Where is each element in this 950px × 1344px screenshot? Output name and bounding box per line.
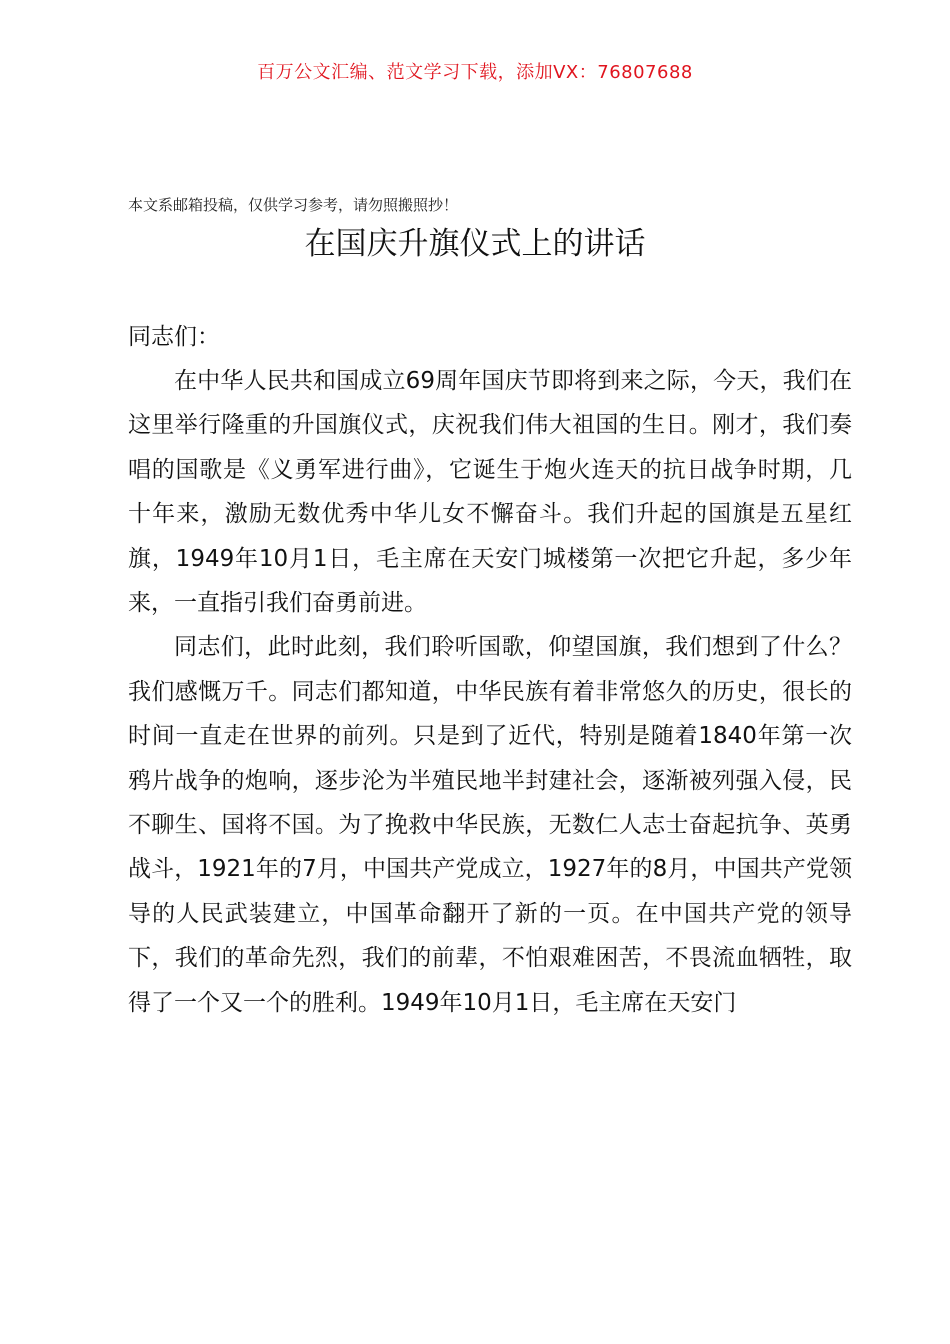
- document-title: 在国庆升旗仪式上的讲话: [304, 226, 646, 262]
- paragraph: 在中华人民共和国成立69周年国庆节即将到来之际，今天，我们在这里举行隆重的升国旗仪式，庆祝我们伟大祖国的生日。刚才，我们奏唱的国歌是《义勇军进行曲》，它诞生于炮火连天的抗日战争时期，几十年来，激励无数优秀中华儿女不懈奋斗。我们升起的国旗是五星红旗，1949年10月1日，毛主席在天安门城楼第一次把它升起，多少年来，一直指引我们奋勇前进。: [128, 368, 852, 617]
- submission-notice: 本文系邮箱投稿，仅供学习参考，请勿照搬照抄！: [128, 196, 459, 214]
- salutation: 同志们：: [128, 324, 220, 350]
- document-body: [128, 359, 852, 1025]
- header-watermark: 百万公文汇编、范文学习下载，添加VX：76807688: [257, 62, 693, 83]
- paragraph: 同志们，此时此刻，我们聆听国歌，仰望国旗，我们想到了什么？我们感慨万千。同志们都知道，中华民族有着非常悠久的历史，很长的时间一直走在世界的前列。只是到了近代，特别是随着1840年第一次鸦片战争的炮响，逐步沦为半殖民地半封建社会，逐渐被列强入侵，民不聊生、国将不国。为了挽救中华民族，无数仁人志士奋起抗争、英勇战斗，1921年的7月，中国共产党成立，1927年的8月，中国共产党领导的人民武装建立，中国革命翻开了新的一页。在中国共产党的领导下，我们的革命先烈，我们的前辈，不怕艰难困苦，不畏流血牺牲，取得了一个又一个的胜利。1949年10月1日，毛主席在天安门: [128, 634, 852, 1016]
